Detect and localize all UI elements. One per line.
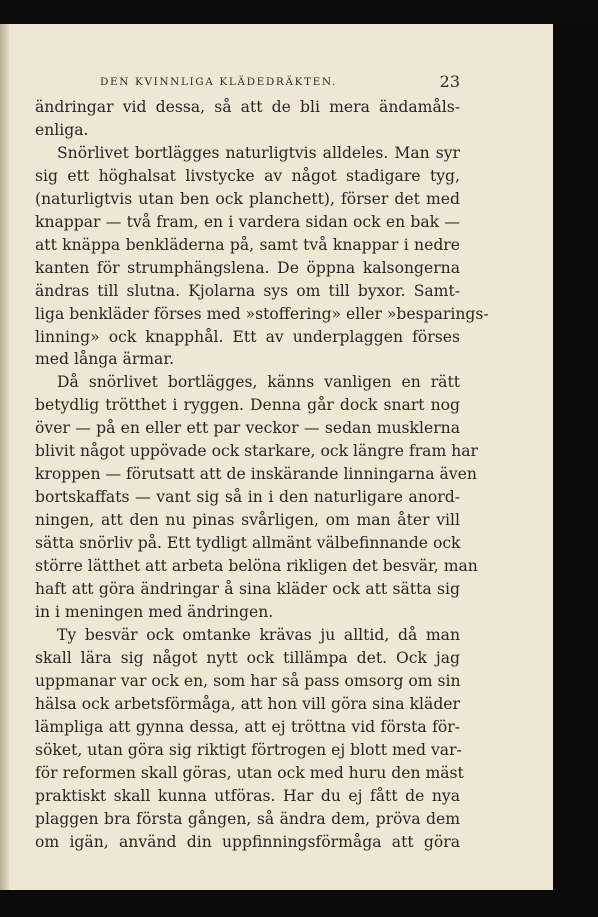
text-line: om igän, använd din uppfinningsförmåga att göra xyxy=(35,832,460,851)
text-line: (naturligtvis utan ben ock planchett), förser det med xyxy=(35,189,460,208)
text-line: lämpliga att gynna dessa, att ej tröttna vid första för- xyxy=(35,717,460,736)
text-line: in i meningen med ändringen. xyxy=(35,602,274,621)
text-line: enliga. xyxy=(35,120,89,139)
text-line: knappar — två fram, en i vardera sidan ock en bak — xyxy=(35,212,460,231)
book-page xyxy=(0,24,553,890)
text-line: betydlig trötthet i ryggen. Denna går dock snart nog xyxy=(35,396,460,415)
text-line: plaggen bra första gången, så ändra dem, pröva dem xyxy=(35,809,460,828)
text-line: söket, utan göra sig riktigt förtrogen ej blott med var- xyxy=(35,740,462,759)
text-line: skall lära sig något nytt ock tillämpa det. Ock jag xyxy=(35,648,460,667)
text-line: med långa ärmar. xyxy=(35,350,175,369)
text-line: för reformen skall göras, utan ock med huru den mäst xyxy=(35,763,464,782)
scan-background-bottom xyxy=(0,890,598,917)
page-header xyxy=(100,72,460,92)
text-line: Ty besvär ock omtanke krävas ju alltid, då man xyxy=(57,625,460,644)
text-line: liga benkläder förses med »stoffering» eller »besparings- xyxy=(35,304,489,323)
text-line: hälsa ock arbetsförmåga, att hon vill göra sina kläder xyxy=(35,694,460,713)
text-line: ändras till slutna. Kjolarna sys om till byxor. Samt- xyxy=(35,281,460,300)
text-line: blivit något uppövade ock starkare, ock längre fram har xyxy=(35,442,479,461)
text-line: haft att göra ändringar å sina kläder ock att sätta sig xyxy=(35,580,460,599)
text-line: att knäppa benkläderna på, samt två knappar i nedre xyxy=(35,235,460,254)
text-line: ningen, att den nu pinas svårligen, om man åter vill xyxy=(35,511,460,530)
text-line: sig ett höghalsat livstycke av något stadigare tyg, xyxy=(35,166,460,185)
scan-background-right xyxy=(553,24,598,890)
body-text xyxy=(35,96,489,853)
text-line: större lätthet att arbeta belöna rikligen det besvär, man xyxy=(35,557,478,576)
text-line: uppmanar var ock en, som har så pass omsorg om sin xyxy=(35,671,461,690)
page-number: 23 xyxy=(439,72,460,91)
text-line: bortskaffats — vant sig så in i den naturligare anord- xyxy=(35,488,460,507)
text-line: linning» ock knapphål. Ett av underplaggen förses xyxy=(35,327,460,346)
text-line: Snörlivet bortlägges naturligtvis alldeles. Man syr xyxy=(57,143,460,162)
text-line: kanten för strumphängslena. De öppna kalsongerna xyxy=(35,258,460,277)
text-line: Då snörlivet bortlägges, känns vanligen en rätt xyxy=(57,373,460,392)
text-line: kroppen — förutsatt att de inskärande linningarna även xyxy=(35,465,477,484)
text-line: ändringar vid dessa, så att de bli mera ändamåls- xyxy=(35,98,460,116)
text-line: sätta snörliv på. Ett tydligt allmänt välbefinnande ock xyxy=(35,534,461,553)
running-head: DEN KVINNLIGA KLÄDEDRÄKTEN. xyxy=(100,76,337,88)
text-line: praktiskt skall kunna utföras. Har du ej fått de nya xyxy=(35,786,460,805)
text-line: över — på en eller ett par veckor — sedan musklerna xyxy=(35,419,460,438)
page-gutter-edge xyxy=(0,24,9,890)
